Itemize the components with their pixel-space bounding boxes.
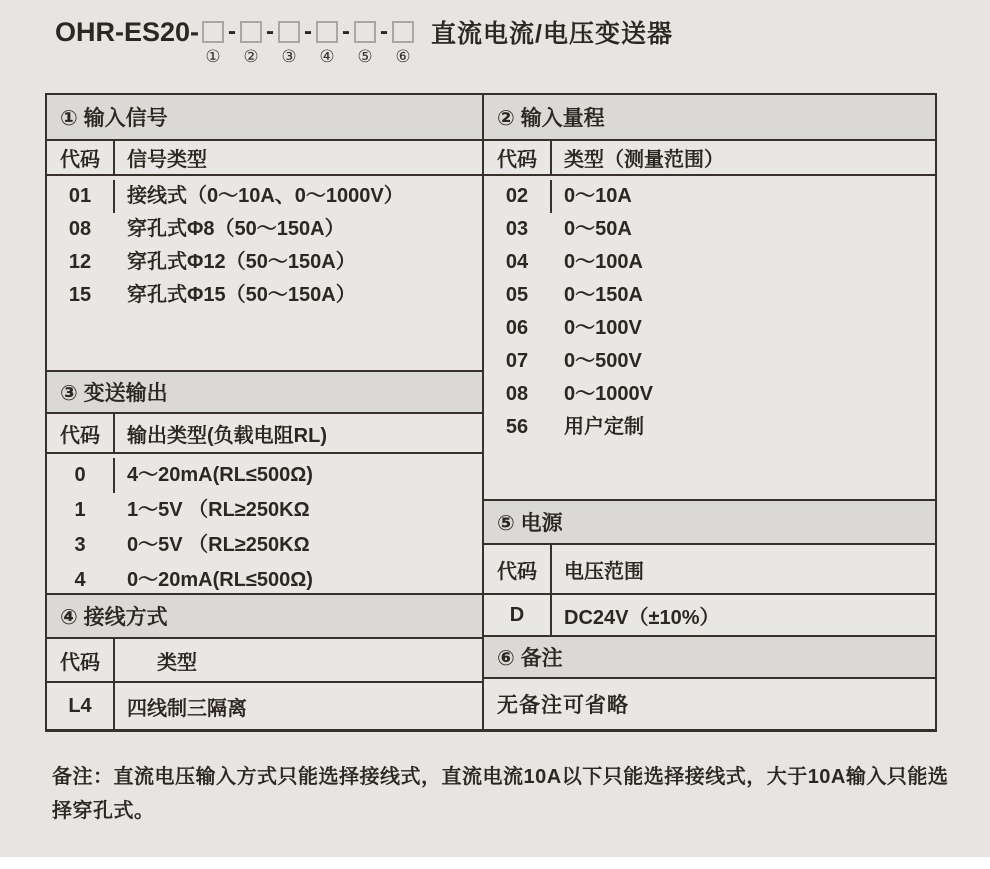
marker-2: ②: [243, 47, 259, 66]
row-desc: 穿孔式Φ15（50～150A）: [127, 284, 356, 306]
row-desc: 穿孔式Φ8（50～150A）: [127, 218, 345, 240]
dash-separator: -: [266, 18, 275, 45]
model-prefix: OHR-ES20-: [55, 16, 200, 47]
section-title-input-signal: ① 输入信号: [47, 95, 482, 139]
ordering-code-title: [55, 14, 673, 66]
section-body-input-range: [484, 174, 935, 499]
marker-4: ④: [319, 47, 335, 66]
row-code: 06: [505, 317, 529, 339]
code-header-cell: 代码: [47, 141, 115, 174]
code-column: [484, 180, 552, 438]
row-code: 15: [68, 284, 92, 306]
table-left-column: [47, 95, 482, 729]
row-desc: 1～5V （RL≥250KΩ: [127, 499, 310, 521]
code-box-icon: [202, 21, 224, 43]
column-header-row: [47, 637, 482, 681]
code-box-icon: [392, 21, 414, 43]
model-code-line: [55, 14, 673, 66]
footnote: 备注：直流电压输入方式只能选择接线式，直流电流10A以下只能选择接线式，大于10A输入只能选择穿孔式。: [52, 766, 949, 822]
desc-header-cell: 信号类型: [127, 149, 207, 171]
row-code: 56: [505, 416, 529, 438]
row-code: 04: [505, 251, 529, 273]
marker-1: ①: [205, 47, 221, 66]
row-code: 3: [74, 534, 86, 556]
section-title-output: ③ 变送输出: [47, 370, 482, 412]
row-desc: 0～1000V: [564, 383, 653, 405]
row-desc: 穿孔式Φ12（50～150A）: [127, 251, 356, 273]
marker-5: ⑤: [357, 47, 373, 66]
section-title-power: ⑤ 电源: [484, 499, 935, 543]
desc-column: [115, 180, 482, 306]
section-body-remark: 无备注可省略: [484, 677, 935, 728]
row-desc: 0～50A: [564, 218, 632, 240]
row-desc: 4～20mA(RL≤500Ω): [127, 464, 313, 486]
row-code: 02: [505, 185, 529, 207]
code-box-icon: [316, 21, 338, 43]
desc-header-cell: 输出类型(负载电阻RL): [127, 424, 327, 447]
row-desc: 0～10A: [564, 185, 632, 207]
column-header-row: [47, 412, 482, 452]
row-code: D: [484, 595, 552, 635]
desc-header-cell: 类型: [157, 651, 197, 674]
code-header-cell: 代码: [484, 545, 552, 593]
row-desc: 用户定制: [564, 416, 644, 438]
column-header-row: [484, 139, 935, 174]
row-desc: 0～100V: [564, 317, 642, 339]
code-header-cell: 代码: [484, 141, 552, 174]
section-body-power: [484, 593, 935, 635]
section-body-input-signal: [47, 174, 482, 370]
marker-3: ③: [281, 47, 297, 66]
code-box-4: [316, 21, 338, 66]
row-code: 08: [505, 383, 529, 405]
column-header-row: [484, 543, 935, 593]
desc-column: [115, 458, 482, 591]
code-box-icon: [240, 21, 262, 43]
row-desc: DC24V（±10%）: [564, 606, 720, 629]
row-code: 07: [505, 350, 529, 372]
row-desc: 0～500V: [564, 350, 642, 372]
desc-header-cell: 电压范围: [564, 560, 644, 583]
code-box-6: [392, 21, 414, 66]
dash-separator: -: [342, 18, 351, 45]
row-desc: 0～20mA(RL≤500Ω): [127, 569, 313, 591]
code-box-5: [354, 21, 376, 66]
row-code: 08: [68, 218, 92, 240]
row-code: 0: [74, 464, 86, 486]
code-header-cell: 代码: [47, 414, 115, 452]
section-title-wiring: ④ 接线方式: [47, 593, 482, 637]
code-box-3: [278, 21, 300, 66]
code-box-icon: [354, 21, 376, 43]
code-header-cell: 代码: [47, 639, 115, 681]
table-right-column: [482, 95, 935, 729]
row-desc: 0～150A: [564, 284, 643, 306]
row-code: 1: [74, 499, 86, 521]
row-desc: 0～100A: [564, 251, 643, 273]
section-title-input-range: ② 输入量程: [484, 95, 935, 139]
row-code: 05: [505, 284, 529, 306]
section-body-output: [47, 452, 482, 593]
dash-separator: -: [380, 18, 389, 45]
product-name: 直流电流/电压变送器: [431, 20, 673, 48]
row-desc: 四线制三隔离: [127, 697, 247, 720]
code-column: [47, 458, 115, 591]
row-code: 12: [68, 251, 92, 273]
dash-separator: -: [304, 18, 313, 45]
section-body-wiring: [47, 681, 482, 729]
section-title-remark: ⑥ 备注: [484, 635, 935, 677]
desc-column: [552, 180, 935, 438]
row-code: 01: [68, 185, 92, 207]
code-column: [47, 180, 115, 306]
code-box-1: [202, 21, 224, 66]
dash-separator: -: [228, 18, 237, 45]
row-code: 03: [505, 218, 529, 240]
row-code: 4: [74, 569, 86, 591]
desc-header-cell: 类型（测量范围）: [564, 149, 724, 171]
code-box-icon: [278, 21, 300, 43]
row-desc: 0～5V （RL≥250KΩ: [127, 534, 310, 556]
row-desc: 接线式（0～10A、0～1000V）: [127, 185, 404, 207]
marker-6: ⑥: [395, 47, 411, 66]
row-code: L4: [47, 683, 115, 729]
column-header-row: [47, 139, 482, 174]
code-box-2: [240, 21, 262, 66]
ordering-table: [45, 93, 937, 732]
